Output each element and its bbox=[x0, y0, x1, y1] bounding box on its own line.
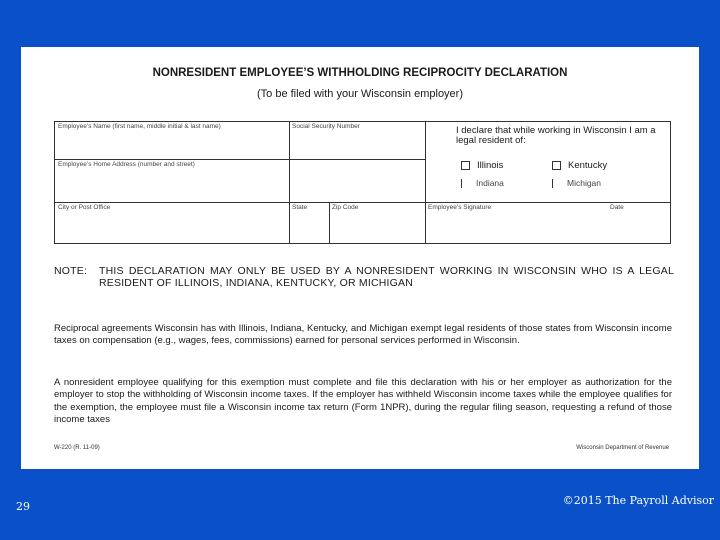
copyright-notice: ©2015 The Payroll Advisor bbox=[562, 494, 714, 507]
exemption-instructions-paragraph: A nonresident employee qualifying for this exemption must complete and file this declaration with his or her employer as authorization for the employer to stop the withholding of Wisconsin income taxes. If the employer has withheld Wisconsin income taxes while the employee qualifies for the exemption, the employee must file a Wisconsin income tax return (Form 1NPR), during the regular filing season, requesting a refund of those income taxes bbox=[54, 377, 672, 425]
kentucky-checkbox[interactable] bbox=[552, 160, 607, 171]
zip-label: Zip Code bbox=[332, 204, 359, 211]
note-text: THIS DECLARATION MAY ONLY BE USED BY A NONRESIDENT WORKING IN WISCONSIN WHO IS A LEGAL RESIDENT OF ILLINOIS, INDIANA, KENTUCKY, OR MICHIGAN bbox=[99, 265, 674, 289]
ssn-label: Social Security Number bbox=[292, 123, 360, 130]
form-title: NONRESIDENT EMPLOYEE’S WITHHOLDING RECIPROCITY DECLARATION bbox=[152, 67, 568, 79]
ssn-field[interactable] bbox=[289, 122, 425, 159]
signature-field[interactable] bbox=[425, 203, 605, 243]
residency-declaration: I declare that while working in Wisconsin I am a legal resident of: bbox=[456, 125, 656, 146]
city-label: City or Post Office bbox=[58, 204, 111, 211]
city-field[interactable] bbox=[55, 203, 289, 243]
illinois-checkbox[interactable] bbox=[461, 160, 503, 171]
employee-name-field[interactable] bbox=[55, 122, 289, 159]
note-label: NOTE: bbox=[54, 265, 88, 277]
michigan-checkbox[interactable] bbox=[552, 178, 601, 188]
checkbox-icon bbox=[461, 161, 470, 170]
checkbox-icon bbox=[461, 179, 462, 188]
state-label: State bbox=[292, 204, 308, 211]
illinois-label: Illinois bbox=[477, 160, 504, 171]
form-fields-grid bbox=[54, 121, 671, 244]
form-subtitle: (To be filed with your Wisconsin employer) bbox=[256, 88, 464, 100]
state-field[interactable] bbox=[289, 203, 329, 243]
kentucky-label: Kentucky bbox=[568, 160, 608, 171]
date-label: Date bbox=[610, 204, 624, 211]
employee-name-label: Employee’s Name (first name, middle initial & last name) bbox=[58, 123, 221, 130]
reciprocal-agreements-paragraph: Reciprocal agreements Wisconsin has with Illinois, Indiana, Kentucky, and Michigan exempt legal residents of those states from Wisconsin income taxes on compensation (e.g., wages, fees, commissions) earned for personal services performed in Wisconsin. bbox=[54, 323, 672, 347]
michigan-label: Michigan bbox=[567, 178, 602, 188]
signature-label: Employee’s Signature bbox=[428, 204, 492, 211]
indiana-checkbox[interactable] bbox=[461, 178, 504, 188]
department-name: Wisconsin Department of Revenue bbox=[576, 445, 669, 451]
form-document bbox=[21, 47, 699, 469]
checkbox-icon bbox=[552, 179, 553, 188]
home-address-label: Employee’s Home Address (number and street) bbox=[58, 161, 195, 168]
page-number: 29 bbox=[16, 500, 30, 513]
date-field[interactable] bbox=[607, 203, 670, 243]
form-number: W-220 (R. 11-09) bbox=[54, 445, 100, 451]
zip-field[interactable] bbox=[329, 203, 425, 243]
checkbox-icon bbox=[552, 161, 561, 170]
indiana-label: Indiana bbox=[476, 178, 504, 188]
home-address-field[interactable] bbox=[55, 160, 425, 202]
